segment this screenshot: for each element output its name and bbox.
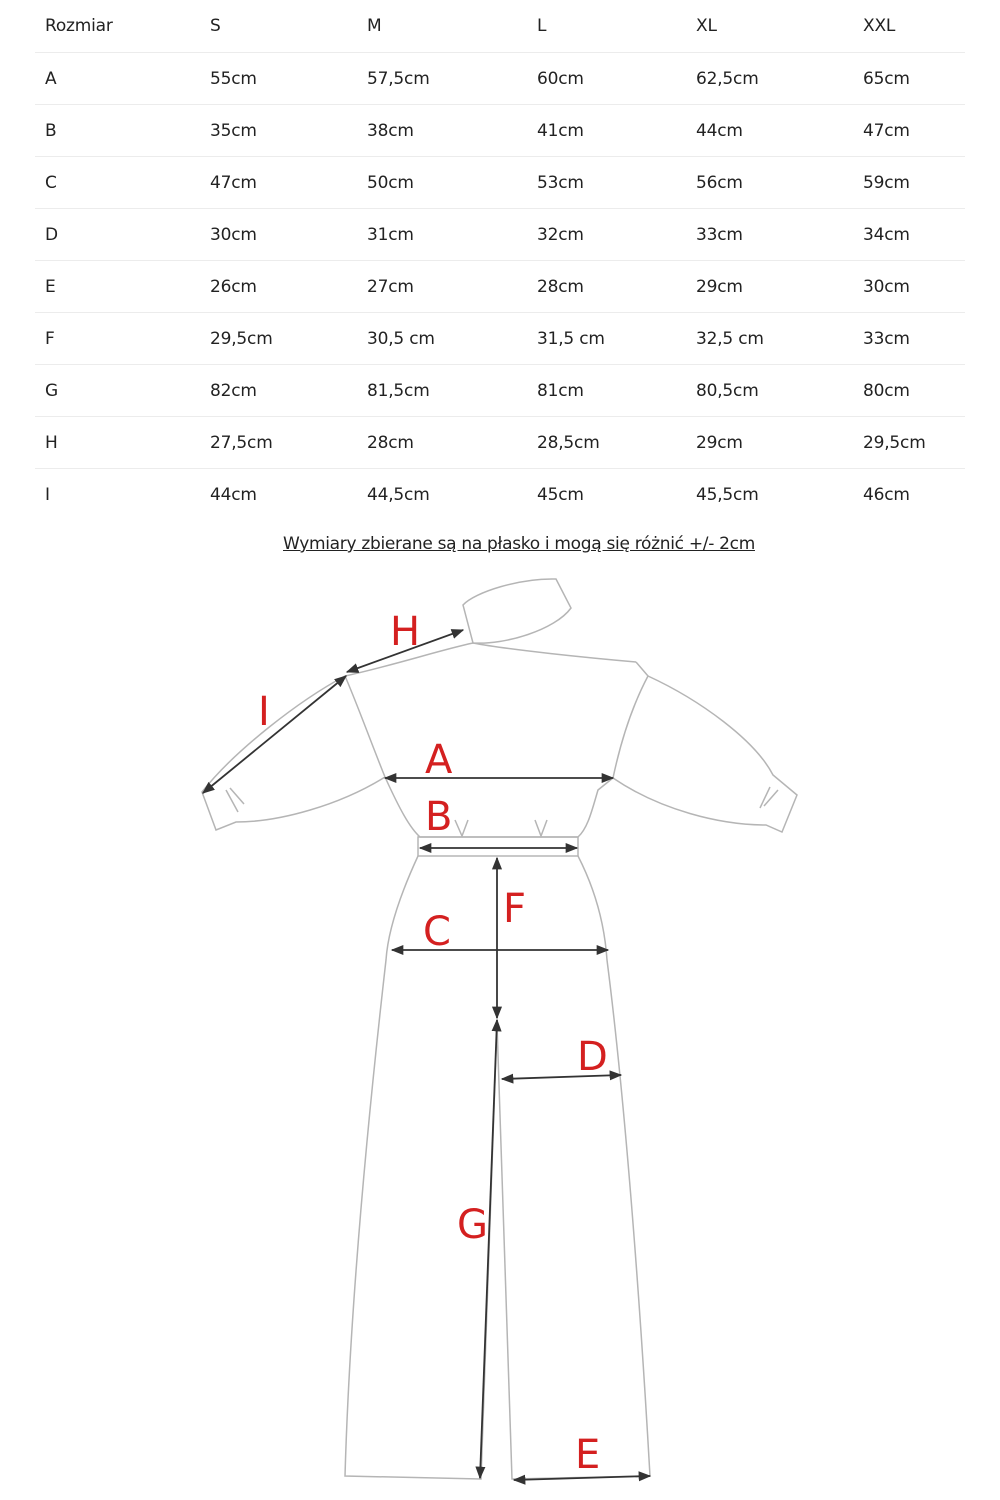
size-value-cell: 32cm xyxy=(527,209,686,261)
table-row xyxy=(35,105,965,157)
size-value-cell: 44cm xyxy=(686,105,853,157)
left-sleeve-shape xyxy=(202,676,385,830)
size-value-cell: 28cm xyxy=(357,417,527,469)
label-h: H xyxy=(390,609,421,655)
size-value-cell: 81,5cm xyxy=(357,365,527,417)
measurement-labels xyxy=(258,609,608,1478)
size-value-cell: 60cm xyxy=(527,53,686,105)
measurement-letter-cell: E xyxy=(35,261,200,313)
table-row xyxy=(35,261,965,313)
bodice-shape xyxy=(345,643,648,837)
jumpsuit-outline xyxy=(202,579,797,1479)
size-value-cell: 62,5cm xyxy=(686,53,853,105)
size-value-cell: 29,5cm xyxy=(200,313,357,365)
size-value-cell: 27cm xyxy=(357,261,527,313)
label-e: E xyxy=(575,1432,601,1478)
label-d: D xyxy=(577,1034,608,1080)
label-f: F xyxy=(503,886,527,932)
size-value-cell: 82cm xyxy=(200,365,357,417)
measurement-letter-cell: H xyxy=(35,417,200,469)
jumpsuit-measurement-diagram xyxy=(0,570,1000,1500)
size-value-cell: 31,5 cm xyxy=(527,313,686,365)
column-header: L xyxy=(527,0,686,53)
measurement-letter-cell: G xyxy=(35,365,200,417)
measurement-letter-cell: C xyxy=(35,157,200,209)
table-row xyxy=(35,53,965,105)
size-value-cell: 44,5cm xyxy=(367,484,430,505)
size-value-cell: 33cm xyxy=(853,313,965,365)
table-row xyxy=(35,313,965,365)
size-value-cell: 30,5 cm xyxy=(357,313,527,365)
measurement-letter-cell: B xyxy=(35,105,200,157)
size-value-cell: 80,5cm xyxy=(686,365,853,417)
size-value-cell: 26cm xyxy=(200,261,357,313)
column-header: M xyxy=(357,0,527,53)
darts xyxy=(455,820,547,836)
column-header: S xyxy=(200,0,357,53)
size-value-cell: 53cm xyxy=(527,157,686,209)
table-row xyxy=(35,417,965,469)
column-header: XXL xyxy=(853,0,965,53)
size-value-cell: 28cm xyxy=(527,261,686,313)
table-row xyxy=(35,365,965,417)
column-header: XL xyxy=(686,0,853,53)
size-value-cell: 28,5cm xyxy=(527,417,686,469)
measurement-note: Wymiary zbierane są na płasko i mogą się różnić +/- 2cm xyxy=(283,534,755,554)
arrow-g xyxy=(480,1020,497,1478)
size-value-cell: 33cm xyxy=(686,209,853,261)
size-value-cell: 65cm xyxy=(853,53,965,105)
measurement-letter-cell: A xyxy=(35,53,200,105)
size-value-cell: 80cm xyxy=(853,365,965,417)
size-value-cell: 44cm xyxy=(210,484,257,505)
size-value-cell: 31cm xyxy=(357,209,527,261)
collar-tie xyxy=(473,643,636,662)
right-cuff-lines xyxy=(760,787,778,808)
table-row xyxy=(35,469,965,521)
label-b: B xyxy=(425,794,453,840)
column-header: Rozmiar xyxy=(35,0,200,53)
size-value-cell: 55cm xyxy=(200,53,357,105)
size-value-cell: 38cm xyxy=(357,105,527,157)
size-value-cell: 81cm xyxy=(527,365,686,417)
size-value-cell: 29cm xyxy=(686,261,853,313)
size-value-cell: 29cm xyxy=(686,417,853,469)
label-i: I xyxy=(258,689,270,735)
table-body xyxy=(35,53,965,521)
label-a: A xyxy=(425,737,453,783)
table-row xyxy=(35,157,965,209)
size-value-cell: 34cm xyxy=(853,209,965,261)
size-value-cell: 41cm xyxy=(527,105,686,157)
size-value-cell: 35cm xyxy=(200,105,357,157)
measurement-letter-cell: F xyxy=(35,313,200,365)
label-g: G xyxy=(457,1202,488,1248)
size-value-cell: 47cm xyxy=(853,105,965,157)
left-cuff-lines xyxy=(226,788,244,812)
measurement-letter-cell: I xyxy=(45,484,50,505)
size-value-cell: 57,5cm xyxy=(357,53,527,105)
label-c: C xyxy=(423,909,451,955)
size-value-cell: 29,5cm xyxy=(853,417,965,469)
size-table xyxy=(35,0,965,520)
arrow-i xyxy=(203,676,346,793)
table-header-row xyxy=(35,0,965,53)
measurement-letter-cell: D xyxy=(35,209,200,261)
size-value-cell: 50cm xyxy=(357,157,527,209)
size-value-cell: 46cm xyxy=(863,484,910,505)
size-value-cell: 45,5cm xyxy=(696,484,759,505)
size-value-cell: 56cm xyxy=(686,157,853,209)
size-value-cell: 30cm xyxy=(200,209,357,261)
collar-shape xyxy=(463,579,571,643)
table-row xyxy=(35,209,965,261)
size-value-cell: 59cm xyxy=(853,157,965,209)
size-value-cell: 45cm xyxy=(537,484,584,505)
size-value-cell: 30cm xyxy=(853,261,965,313)
right-sleeve-shape xyxy=(613,676,797,832)
size-value-cell: 47cm xyxy=(200,157,357,209)
size-value-cell: 32,5 cm xyxy=(686,313,853,365)
size-value-cell: 27,5cm xyxy=(200,417,357,469)
